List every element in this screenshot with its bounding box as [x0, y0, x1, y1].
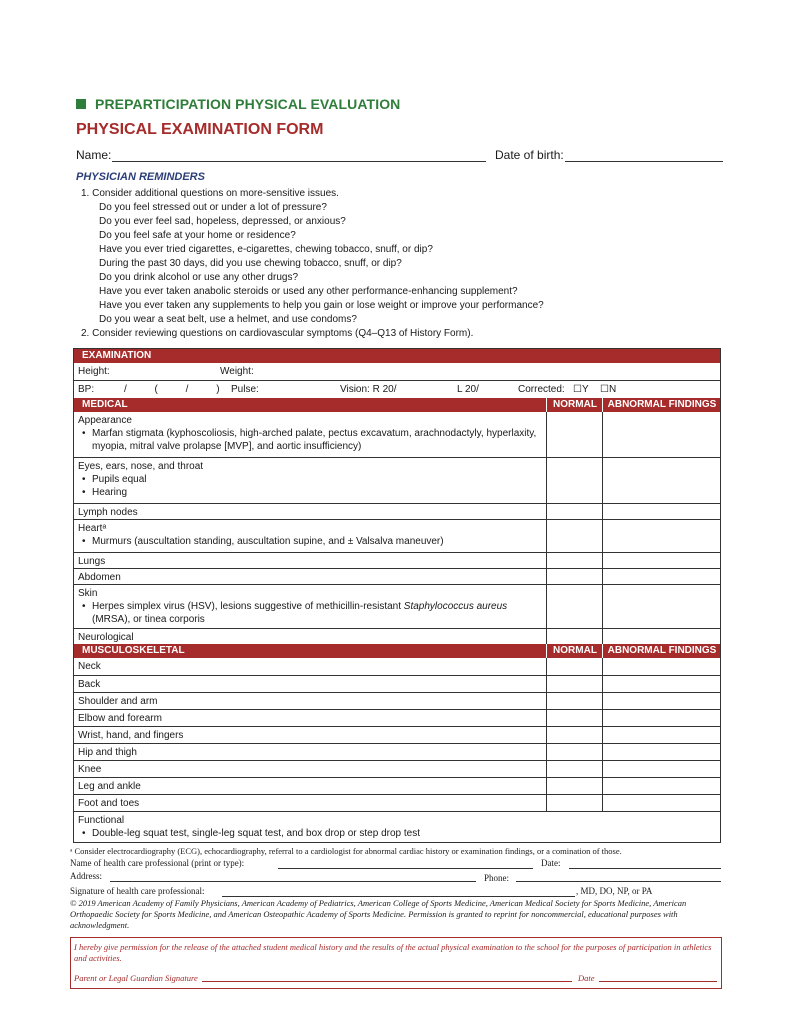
signature-label: Signature of health care professional:: [70, 886, 205, 896]
parent-signature-field[interactable]: [202, 981, 572, 982]
table-row[interactable]: [74, 519, 720, 552]
patient-info-row: [76, 148, 722, 164]
table-row[interactable]: [74, 760, 720, 777]
examination-band: [74, 349, 720, 363]
date-label: Date:: [541, 858, 561, 868]
normal-column-header: NORMAL: [546, 398, 603, 412]
vision-left-label: L 20/: [457, 384, 479, 395]
date-field[interactable]: [569, 868, 721, 869]
no-label: N: [608, 384, 617, 395]
corrected-label: Corrected:: [518, 384, 565, 395]
row-title: Skin: [78, 588, 98, 599]
normal-column-header: NORMAL: [546, 644, 603, 658]
bp-label: BP:: [78, 384, 95, 395]
name-field[interactable]: [112, 161, 486, 162]
row-bullet: • Double-leg squat test, single-leg squat test, and box drop or step drop test: [78, 827, 716, 840]
signature-row: [70, 886, 722, 898]
table-row[interactable]: [74, 726, 720, 743]
reminder-bullet: Do you drink alcohol or use any other drugs?: [99, 272, 299, 283]
row-title: Shoulder and arm: [78, 696, 158, 707]
address-label: Address:: [70, 871, 102, 881]
row-title: Lungs: [78, 556, 106, 567]
parent-signature-label: Parent or Legal Guardian Signature: [74, 973, 198, 983]
row-title: Wrist, hand, and fingers: [78, 730, 184, 741]
row-title: Abdomen: [78, 572, 121, 583]
vitals-row: [74, 380, 720, 398]
table-row[interactable]: [74, 628, 720, 644]
dob-field[interactable]: [565, 161, 723, 162]
ecg-footnote: ᵃ Consider electrocardiography (ECG), echocardiography, referral to a cardiologist for abnormal cardiac history or examination findings, or a comination of those.: [70, 846, 622, 856]
vision-right-label: Vision: R 20/: [340, 384, 397, 395]
row-title: Lymph nodes: [78, 507, 138, 518]
form-title: PHYSICAL EXAMINATION FORM: [76, 121, 324, 138]
reminder-bullet: Have you ever tried cigarettes, e-cigarettes, chewing tobacco, snuff, or dip?: [99, 244, 433, 255]
hcp-name-field[interactable]: [278, 868, 533, 869]
musculoskeletal-band-label: MUSCULOSKELETAL: [82, 645, 185, 656]
row-title: Knee: [78, 764, 102, 775]
row-title: Eyes, ears, nose, and throat: [78, 461, 204, 472]
musculoskeletal-band: [74, 644, 720, 658]
hcp-name-row: [70, 858, 722, 870]
row-bullet: • Herpes simplex virus (HSV), lesions suggestive of methicillin-resistant Staphylococcus aureus (MRSA), or tinea corporis: [78, 600, 540, 626]
height-label: Height:: [78, 366, 110, 377]
hcp-name-label: Name of health care professional (print or type):: [70, 858, 245, 868]
row-title: Appearance: [78, 415, 132, 426]
table-row[interactable]: [74, 692, 720, 709]
medical-band: [74, 398, 720, 412]
permission-text: I hereby give permission for the release of the attached student medical history and the results of the actual physical examination to the school for the purposes of participation in athletics and activities.: [74, 942, 712, 963]
program-title: PREPARTICIPATION PHYSICAL EVALUATION: [95, 96, 401, 112]
physician-reminders: [81, 187, 721, 341]
table-row[interactable]: [74, 503, 720, 519]
address-row: [70, 871, 722, 883]
examination-band-label: EXAMINATION: [82, 350, 152, 361]
row-title: Heartᵃ: [78, 523, 107, 534]
table-row[interactable]: [74, 584, 720, 628]
corrected-yes-checkbox[interactable]: ☐Y: [573, 384, 589, 395]
row-title: Neck: [78, 661, 101, 672]
program-header: [76, 96, 400, 112]
row-title: Functional: [78, 815, 125, 826]
reminder-bullet: Do you feel stressed out or under a lot of pressure?: [99, 202, 327, 213]
address-field[interactable]: [110, 881, 476, 882]
table-row[interactable]: [74, 743, 720, 760]
table-row[interactable]: [74, 568, 720, 584]
medical-band-label: MEDICAL: [82, 399, 128, 410]
examination-table: [73, 348, 721, 843]
reminder-item-1: 1. Consider additional questions on more-sensitive issues.: [81, 188, 339, 199]
row-title: Back: [78, 679, 101, 690]
reminder-bullet: Have you ever taken anabolic steroids or used any other performance-enhancing supplement?: [99, 286, 518, 297]
weight-label: Weight:: [220, 366, 254, 377]
signature-field[interactable]: [222, 896, 575, 897]
table-row[interactable]: [74, 658, 720, 675]
corrected-no-checkbox[interactable]: ☐N: [600, 384, 617, 395]
reminder-bullet: Do you ever feel sad, hopeless, depressed, or anxious?: [99, 216, 346, 227]
table-row[interactable]: [74, 675, 720, 692]
table-row[interactable]: [74, 552, 720, 568]
phone-label: Phone:: [484, 873, 510, 883]
abnormal-column-header: ABNORMAL FINDINGS: [602, 398, 721, 412]
table-row[interactable]: [74, 457, 720, 503]
table-row[interactable]: [74, 811, 720, 842]
row-bullet: • Marfan stigmata (kyphoscoliosis, high-arched palate, pectus excavatum, arachnodactyly, hyperlaxity, myopia, mitral valve prolapse [MVP], and aortic insufficiency): [78, 427, 540, 453]
credentials-label: , MD, DO, NP, or PA: [576, 886, 653, 896]
reminders-title: PHYSICIAN REMINDERS: [76, 171, 205, 183]
row-title: Foot and toes: [78, 798, 140, 809]
row-title: Leg and ankle: [78, 781, 141, 792]
abnormal-column-header: ABNORMAL FINDINGS: [602, 644, 721, 658]
reminder-item-2: 2. Consider reviewing questions on cardiovascular symptoms (Q4–Q13 of History Form).: [81, 328, 474, 339]
row-title: Hip and thigh: [78, 747, 137, 758]
row-title: Neurological: [78, 632, 134, 643]
yes-label: Y: [581, 384, 589, 395]
row-bullet: • Hearing: [78, 486, 540, 499]
table-row[interactable]: [74, 412, 720, 457]
green-square-icon: [76, 99, 86, 109]
reminder-bullet: During the past 30 days, did you use chewing tobacco, snuff, or dip?: [99, 258, 402, 269]
reminder-bullet: Do you wear a seat belt, use a helmet, and use condoms?: [99, 314, 357, 325]
permission-box: [70, 937, 722, 989]
pulse-label: Pulse:: [231, 384, 259, 395]
dob-label: Date of birth:: [495, 148, 564, 162]
reminder-bullet: Have you ever taken any supplements to help you gain or lose weight or improve your performance?: [99, 300, 544, 311]
row-title: Elbow and forearm: [78, 713, 162, 724]
table-row[interactable]: [74, 777, 720, 794]
reminder-bullet: Do you feel safe at your home or residence?: [99, 230, 296, 241]
table-row[interactable]: [74, 709, 720, 726]
parent-date-field[interactable]: [599, 981, 717, 982]
row-bullet: • Pupils equal: [78, 473, 540, 486]
row-bullet: • Murmurs (auscultation standing, auscultation supine, and ± Valsalva maneuver): [78, 535, 540, 548]
phone-field[interactable]: [516, 881, 721, 882]
parent-date-label: Date: [578, 973, 595, 983]
table-row[interactable]: [74, 794, 720, 811]
bp-slots[interactable]: / ( / ): [124, 384, 220, 395]
name-label: Name:: [76, 148, 112, 162]
height-weight-row: [74, 363, 720, 380]
copyright-notice: © 2019 American Academy of Family Physicians, American Academy of Pediatrics, American College of Sports Medicine, American Medical Society for Sports Medicine, American Orthopaedic Society for Sports Medicine, and American Osteopathic Academy of Sports Medicine. Permission is granted to reprint for noncommercial, educational purposes with acknowledgment.: [70, 898, 687, 930]
